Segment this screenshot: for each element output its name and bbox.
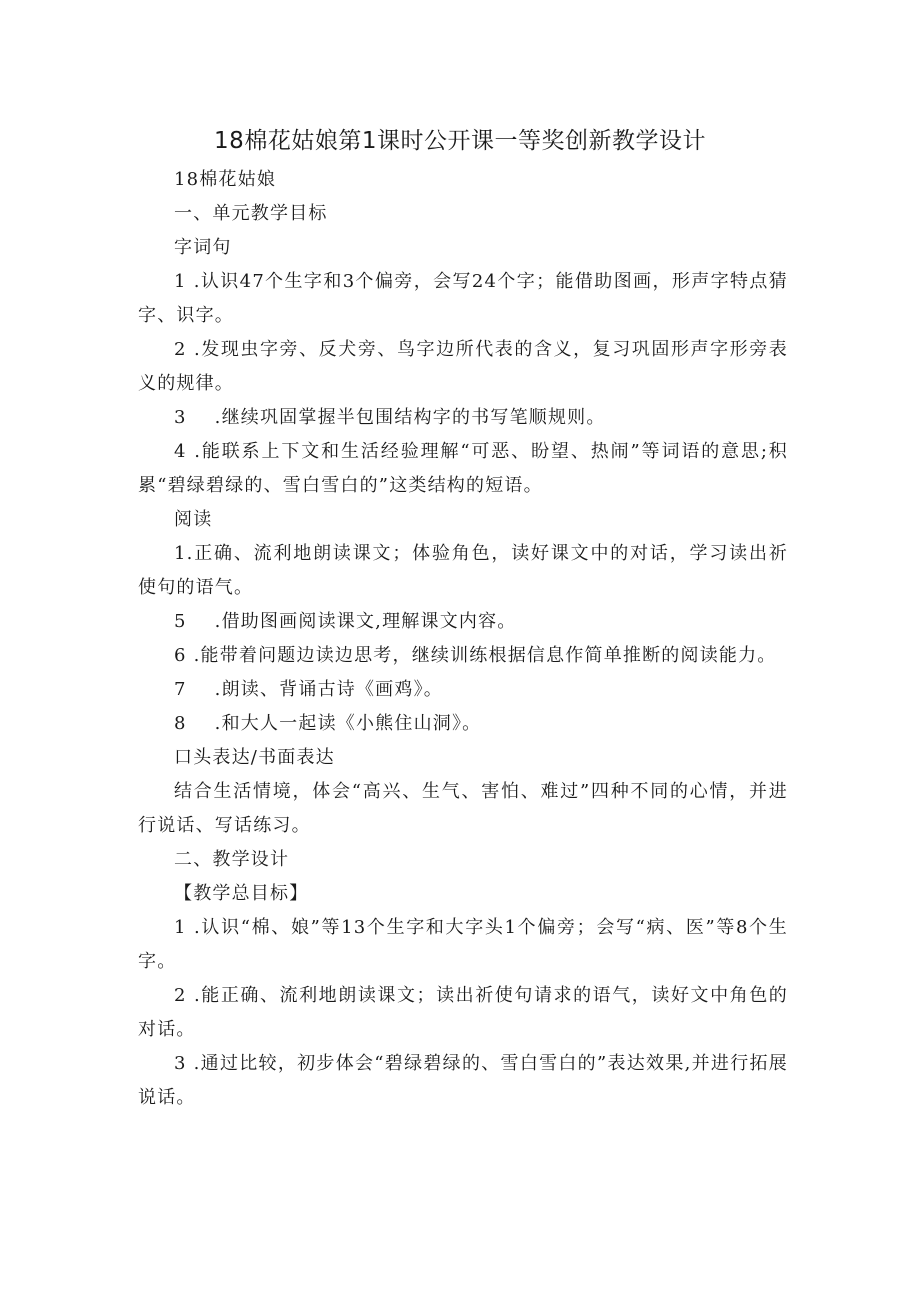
subheading-words: 字词句 <box>174 237 232 258</box>
list-item: 4 .能联系上下文和生活经验理解“可恶、盼望、热闹”等词语的意思;积累“碧绿碧绿的、雪白雪白的”这类结构的短语。 <box>138 441 788 496</box>
subheading-reading: 阅读 <box>174 509 213 530</box>
section-heading-unit-goals: 一、单元教学目标 <box>174 203 328 224</box>
section-heading-teaching-design: 二、教学设计 <box>174 849 290 870</box>
paragraph-expression: 结合生活情境，体会“高兴、生气、害怕、难过”四种不同的心情，并进行说话、写话练习。 <box>138 781 788 836</box>
subheading-expression: 口头表达/书面表达 <box>174 747 335 768</box>
list-item: 5 .借助图画阅读课文,理解课文内容。 <box>174 611 517 632</box>
document-body <box>138 163 788 1115</box>
list-item: 8 .和大人一起读《小熊住山洞》。 <box>174 713 482 734</box>
list-item: 3 .通过比较，初步体会“碧绿碧绿的、雪白雪白的”表达效果,并进行拓展说话。 <box>138 1053 788 1108</box>
list-item: 3 .继续巩固掌握半包围结构字的书写笔顺规则。 <box>174 407 606 428</box>
document-title: 18棉花姑娘第1课时公开课一等奖创新教学设计 <box>214 128 706 154</box>
total-goal-heading: 【教学总目标】 <box>174 883 309 904</box>
list-item: 1 .认识“棉、娘”等13个生字和大字头1个偏旁；会写“病、医”等8个生字。 <box>138 917 789 972</box>
list-item: 2 .发现虫字旁、反犬旁、鸟字边所代表的含义，复习巩固形声字形旁表义的规律。 <box>138 339 789 394</box>
lesson-subtitle: 18棉花姑娘 <box>174 169 277 190</box>
list-item: 7 .朗读、背诵古诗《画鸡》。 <box>174 679 443 700</box>
list-item: 1 .认识47个生字和3个偏旁，会写24个字；能借助图画，形声字特点猜字、识字。 <box>138 271 789 326</box>
list-item: 6 .能带着问题边读边思考，继续训练根据信息作简单推断的阅读能力。 <box>174 645 777 666</box>
list-item: 2 .能正确、流利地朗读课文；读出祈使句请求的语气，读好文中角色的对话。 <box>138 985 789 1040</box>
list-item: 1.正确、流利地朗读课文；体验角色，读好课文中的对话，学习读出祈使句的语气。 <box>138 543 788 598</box>
